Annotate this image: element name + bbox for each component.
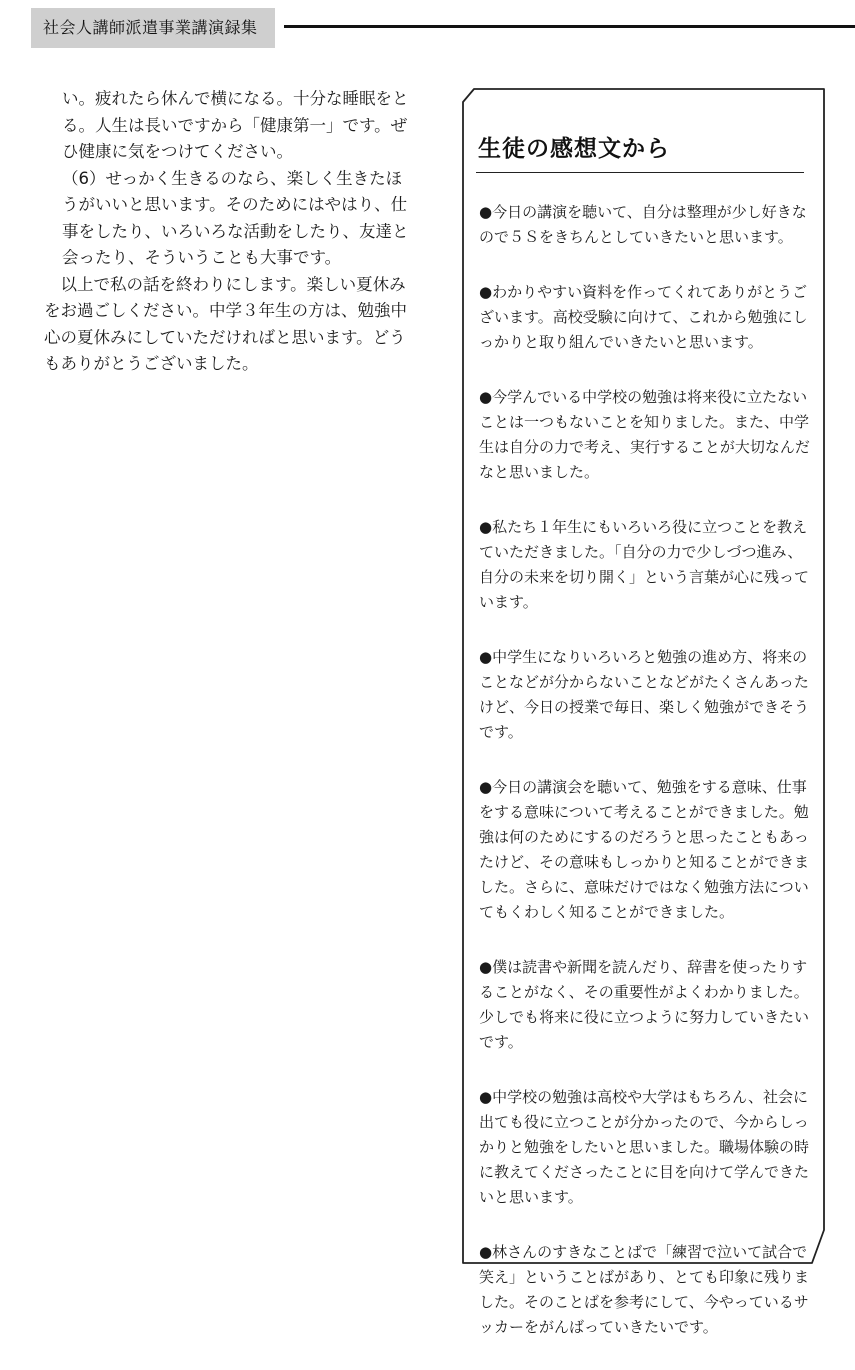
closing-text: 以上で私の話を終わりにします。楽しい夏休みをお過ごしください。中学３年生の方は、勉強中心の夏休みにしていただければと思います。どうもありがとうございました。 <box>44 274 407 373</box>
continuation-paragraph: い。疲れたら休んで横になる。十分な睡眠をとる。人生は長いですから「健康第一」です。ぜひ健康に気をつけてください。 <box>62 89 409 161</box>
comment-item: ●中学生になりいろいろと勉強の進め方、将来のことなどが分からないことなどがたくさんあったけど、今日の授業で毎日、楽しく勉強ができそうです。 <box>479 648 810 741</box>
impressions-list <box>479 200 811 1370</box>
comment-item: ●林さんのすきなことばで「練習で泣いて試合で笑え」ということばがあり、とても印象に残りました。そのことばを参考にして、今やっているサッカーをがんばっていきたいです。 <box>479 1243 810 1336</box>
comment-item: ●今学んでいる中学校の勉強は将来役に立たないことは一つもないことを知りました。また、中学生は自分の力で考え、実行することが大切なんだなと思いました。 <box>479 388 810 481</box>
header-title: 社会人講師派遣事業講演録集 <box>43 18 258 37</box>
comment-item: ●中学校の勉強は高校や大学はもちろん、社会に出ても役に立つことが分かったので、今からしっかりと勉強をしたいと思いました。職場体験の時に教えてくださったことに目を向けて学んできたいと思います。 <box>479 1088 810 1206</box>
impressions-title-rule <box>476 172 804 173</box>
item-6-text: せっかく生きるのなら、楽しく生きたほうがいいと思います。そのためにはやはり、仕事をしたり、いろいろな活動をしたり、友達と会ったり、そういうことも大事です。 <box>62 168 409 267</box>
comment-item: ●今日の講演を聴いて、自分は整理が少し好きなので５Ｓをきちんとしていきたいと思います。 <box>479 203 807 246</box>
item-6-label: （6） <box>62 168 106 188</box>
comment-item: ●わかりやすい資料を作ってくれてありがとうございます。高校受験に向けて、これから勉強にしっかりと取り組んでいきたいと思います。 <box>479 283 808 351</box>
comment-item: ●僕は読書や新聞を読んだり、辞書を使ったりすることがなく、その重要性がよくわかりました。少しでも将来に役に立つように努力していきたいです。 <box>479 958 810 1051</box>
comment-item: ●今日の講演会を聴いて、勉強をする意味、仕事をする意味について考えることができました。勉強は何のためにするのだろうと思ったこともあったけど、その意味もしっかりと知ることができました。さらに、意味だけではなく勉強方法についてもくわしく知ることができました。 <box>479 778 810 921</box>
comment-item: ●私たち１年生にもいろいろ役に立つことを教えていただきました。「自分の力で少しづつ進み、自分の未来を切り開く」という言葉が心に残っています。 <box>479 518 810 611</box>
impressions-title: 生徒の感想文から <box>478 136 670 162</box>
